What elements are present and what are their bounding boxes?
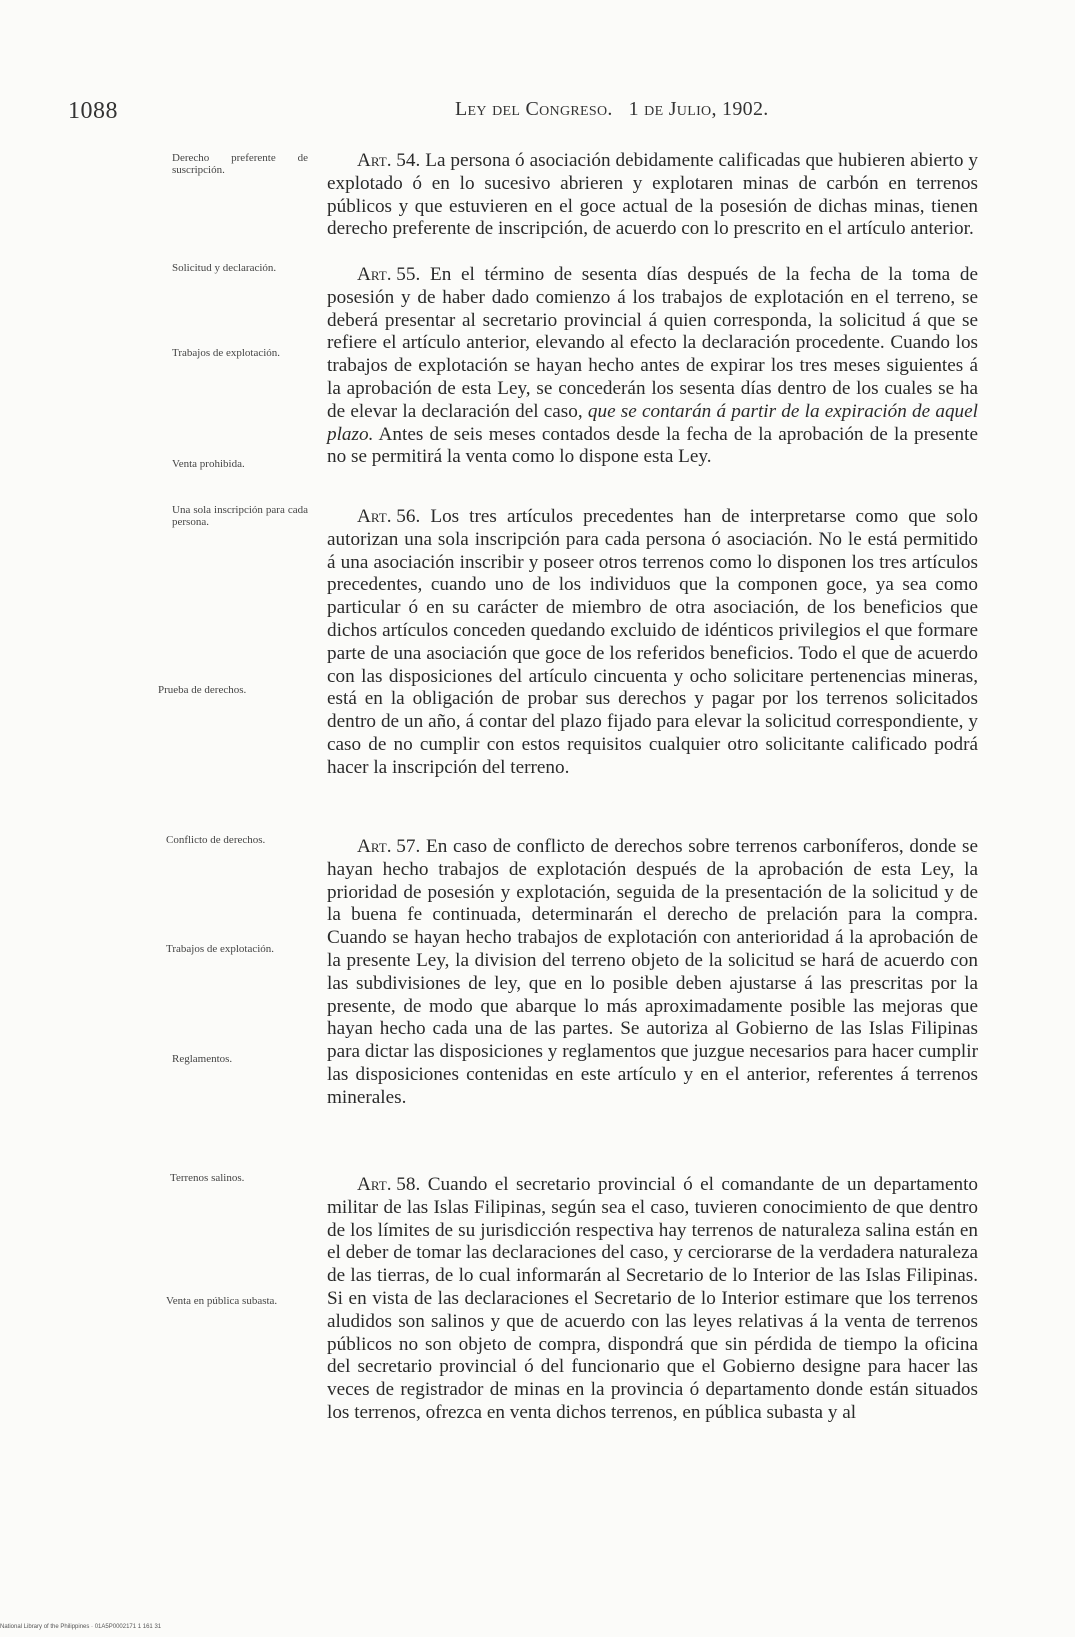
article-label: Art. 55. xyxy=(357,264,421,285)
margin-note: Trabajos de explotación. xyxy=(172,347,281,359)
margin-note: Derecho preferente de suscripción. xyxy=(172,152,308,176)
article-54 xyxy=(327,150,978,241)
article-57 xyxy=(327,836,978,1110)
margin-note: Una sola inscripción para cada persona. xyxy=(172,504,308,528)
article-text: En caso de conflicto de derechos sobre terrenos carboníferos, donde se hayan hecho trabajos de explotación después de la aprobación de esta Ley, la prioridad de posesión y explotación, seguida de la presentación de la solicitud y de la buena fe continuada, determinarán el derecho de prelación para la compra. Cuando se hayan hecho trabajos de explotación con anterioridad á la aprobación de la presente Ley, la division del terreno objeto de la solicitud se hará de acuerdo con las subdivisiones de ley, que en lo posible deben ajustarse á las prescritas por la presente, de modo que abarque lo más aproximadamente posible las mejoras que hayan hecho cada una de las partes. Se autoriza al Gobierno de las Islas Filipinas para dictar las disposiciones y reglamentos que juzgue necesarios para hacer cumplir las disposiciones contenidas en este artículo y en el anterior, referentes á terrenos minerales. xyxy=(327,836,979,1108)
article-text: Los tres artículos precedentes han de interpretarse como que solo autorizan una sola inscripción para cada persona ó asociación. No le está permitido á una asociación inscribir y poseer otros terrenos como lo disponen los tres artículos precedentes, cuando uno de los individuos que la componen goce, ya sea como particular ó en su carácter de miembro de otra asociación, de los beneficios que dichos artículos conceden quedando excluido de idénticos privilegios el que formare parte de una asociación que goce de los referidos beneficios. Todo el que de acuerdo con las disposiciones del artículo cincuenta y ocho solicitare pertenencias mineras, está en la obligación de probar sus derechos y pagar por los terrenos solicitados dentro de un año, á contar del plazo fijado para elevar la solicitud correspondiente, y caso de no cumplir con estos requisitos cualquier otro solicitante calificado podrá hacer la inscripción del terreno. xyxy=(327,506,978,778)
article-56 xyxy=(327,506,978,780)
article-text: En el término de sesenta días después de la fecha de la toma de posesión y de haber dado comienzo á los trabajos de explotación en el terreno, se deberá presentar al secretario provincial á quien corresponda, la solicitud á que se refiere el artículo anterior, elevando al efecto la declaración procedente. Cuando los trabajos de explotación se hayan hecho antes de expirar los tres meses siguientes á la aprobación de esta Ley, se concederán los sesenta días dentro de los cuales se ha de elevar la declaración del caso, xyxy=(327,264,978,422)
running-head-date: 1 de Julio, 1902. xyxy=(628,98,769,120)
article-text-italic: que se contarán á partir de la expiración de aquel plazo. xyxy=(327,400,978,445)
margin-note: Reglamentos. xyxy=(172,1053,233,1065)
article-text: Cuando el secretario provincial ó el comandante de un departamento militar de las Islas Filipinas, según sea el caso, tuvieren conocimiento de que dentro de los límites de su jurisdicción respectiva hay terrenos de naturaleza salina están en el deber de tomar las declaraciones del caso, y cerciorarse de la verdadera naturaleza de las tierras, de lo cual informarán al Secretario de lo Interior de las Islas Filipinas. Si en vista de las declaraciones el Secretario de lo Interior estimare que los terrenos aludidos son salinos y que de acuerdo con las leyes relativas á la venta de terrenos públicos no son objeto de compra, dispondrá que sin pérdida de tiempo la oficina del secretario provincial ó del funcionario que el Gobierno designe para hacer las veces de registrador de minas en la provincia ó departamento donde están situados los terrenos, ofrezca en venta dichos terrenos, en pública subasta y al xyxy=(327,1174,979,1423)
article-label: Art. 58. xyxy=(357,1174,421,1195)
margin-note: Terrenos salinos. xyxy=(170,1172,245,1184)
margin-note: Conflicto de derechos. xyxy=(166,834,266,846)
scan-credit: National Library of the Philippines · 01A5P0002171 1 161 31 xyxy=(0,1624,162,1630)
margin-note: Trabajos de explotación. xyxy=(166,943,275,955)
running-head-title: Ley del Congreso. xyxy=(455,98,613,120)
article-58 xyxy=(327,1174,978,1425)
article-text: La persona ó asociación debidamente calificadas que hubieren abierto y explotado ó en lo sucesivo abrieren y explotaren minas de carbón en terrenos públicos y que estuvieren en el goce actual de la posesión de dichas minas, tienen derecho preferente de inscripción, de acuerdo con lo prescrito en el artículo anterior. xyxy=(327,150,978,240)
running-head xyxy=(455,98,769,121)
article-label: Art. 56. xyxy=(357,506,421,527)
article-label: Art. 54. xyxy=(357,150,421,171)
article-text: Antes de seis meses contados desde la fecha de la aprobación de la presente no se permitirá la venta como lo dispone esta Ley. xyxy=(327,423,978,468)
page-number: 1088 xyxy=(68,98,118,124)
margin-note: Solicitud y declaración. xyxy=(172,262,277,274)
article-55 xyxy=(327,264,978,469)
margin-note: Prueba de derechos. xyxy=(158,684,247,696)
margin-note: Venta prohibida. xyxy=(172,458,245,470)
article-label: Art. 57. xyxy=(357,836,421,857)
margin-note: Venta en pública subasta. xyxy=(166,1295,278,1307)
